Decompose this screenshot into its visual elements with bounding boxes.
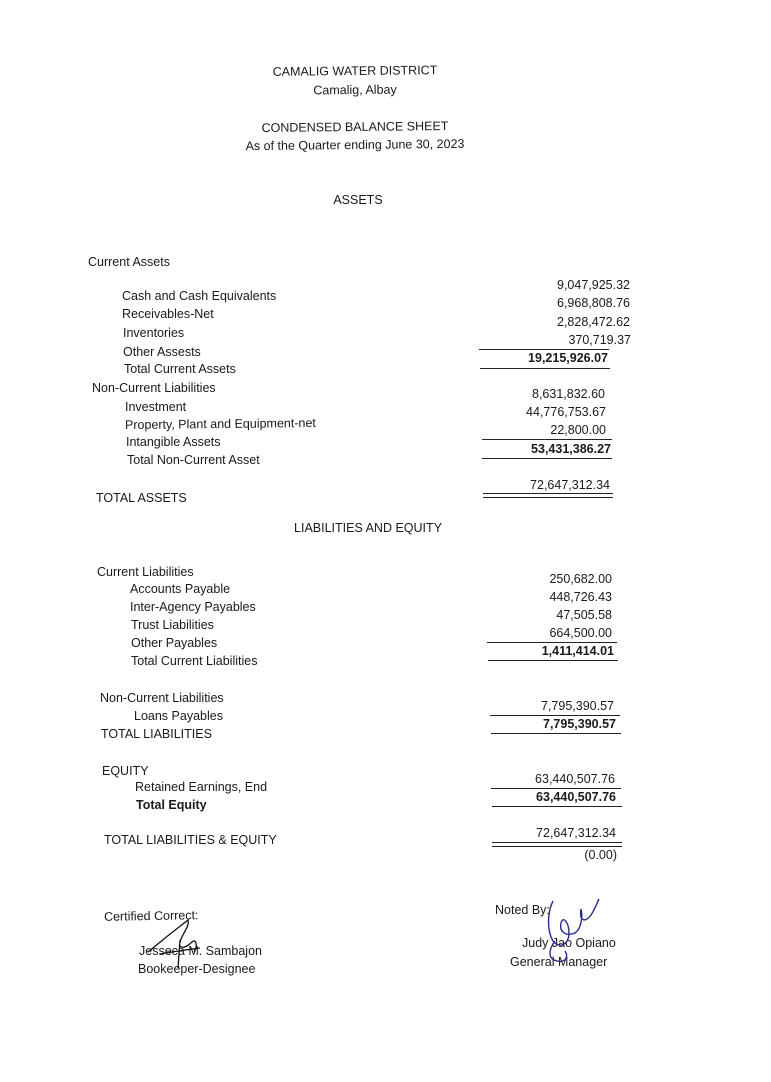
noted-position: General Manager xyxy=(510,955,608,969)
subtotal-rule xyxy=(490,715,620,716)
assets-heading: ASSETS xyxy=(333,193,383,207)
total-rule xyxy=(491,733,621,734)
receivables-label: Receivables-Net xyxy=(122,307,214,321)
certified-position: Bookeeper-Designee xyxy=(138,962,256,976)
inter-agency-value: 448,726.43 xyxy=(549,590,612,604)
difference-value: (0.00) xyxy=(584,848,617,862)
subtotal-rule xyxy=(482,439,612,440)
accounts-payable-value: 250,682.00 xyxy=(549,572,612,586)
total-liabilities-value: 7,795,390.57 xyxy=(543,717,616,731)
retained-earnings-label: Retained Earnings, End xyxy=(135,780,268,794)
noncurrent-assets-label: Non-Current Liabilities xyxy=(92,381,216,395)
total-current-assets-value: 19,215,926.07 xyxy=(528,351,608,365)
equity-label: EQUITY xyxy=(102,764,149,778)
total-liabilities-label: TOTAL LIABILITIES xyxy=(101,727,212,741)
trust-liabilities-label: Trust Liabilities xyxy=(131,618,214,632)
ppe-label: Property, Plant and Equipment-net xyxy=(124,416,316,432)
inter-agency-label: Inter-Agency Payables xyxy=(130,600,256,614)
liabilities-equity-heading: LIABILITIES AND EQUITY xyxy=(294,521,442,535)
ppe-value: 44,776,753.67 xyxy=(526,405,606,419)
accounts-payable-label: Accounts Payable xyxy=(130,582,231,596)
noted-name: Judy Jao Opiano xyxy=(522,936,616,950)
loans-payables-label: Loans Payables xyxy=(134,709,223,723)
total-current-liabilities-value: 1,411,414.01 xyxy=(541,644,614,658)
total-liabilities-equity-label: TOTAL LIABILITIES & EQUITY xyxy=(104,833,277,847)
subtotal-rule xyxy=(491,788,621,789)
other-assets-value: 370,719.37 xyxy=(568,333,631,347)
total-current-liabilities-label: Total Current Liabilities xyxy=(131,654,258,668)
investment-label: Investment xyxy=(125,400,187,414)
signature-sambajon-icon xyxy=(140,912,220,972)
total-current-assets-label: Total Current Assets xyxy=(124,362,236,376)
total-rule xyxy=(480,368,610,369)
inventories-label: Inventories xyxy=(123,326,185,340)
total-assets-value: 72,647,312.34 xyxy=(530,478,610,492)
other-payables-value: 664,500.00 xyxy=(549,626,612,640)
other-payables-label: Other Payables xyxy=(131,636,218,650)
subtotal-rule xyxy=(487,642,617,643)
total-rule xyxy=(488,660,618,661)
total-noncurrent-asset-label: Total Non-Current Asset xyxy=(127,453,260,467)
receivables-value: 6,968,808.76 xyxy=(557,296,630,310)
certified-name: Jesseca M. Sambajon xyxy=(139,944,262,958)
double-rule xyxy=(483,493,613,498)
statement-period: As of the Quarter ending June 30, 2023 xyxy=(245,136,465,154)
total-rule xyxy=(482,458,612,459)
other-assets-label: Other Assests xyxy=(123,345,201,359)
total-liabilities-equity-value: 72,647,312.34 xyxy=(536,826,616,840)
org-location: Camalig, Albay xyxy=(313,82,397,98)
total-rule xyxy=(492,806,622,807)
cash-value: 9,047,925.32 xyxy=(557,278,630,292)
org-name: CAMALIG WATER DISTRICT xyxy=(272,63,438,79)
total-equity-label: Total Equity xyxy=(136,798,207,812)
certified-caption: Certified Correct: xyxy=(103,908,199,924)
subtotal-rule xyxy=(479,349,609,350)
signature-opiano-icon xyxy=(535,893,615,973)
investment-value: 8,631,832.60 xyxy=(532,387,605,401)
current-assets-label: Current Assets xyxy=(88,255,170,269)
trust-liabilities-value: 47,505.58 xyxy=(556,608,612,622)
cash-label: Cash and Cash Equivalents xyxy=(122,289,277,303)
retained-earnings-value: 63,440,507.76 xyxy=(535,772,615,786)
inventories-value: 2,828,472.62 xyxy=(557,315,630,329)
total-noncurrent-asset-value: 53,431,386.27 xyxy=(531,442,611,456)
intangible-value: 22,800.00 xyxy=(550,423,606,437)
noted-caption: Noted By: xyxy=(495,903,550,917)
total-equity-value: 63,440,507.76 xyxy=(536,790,616,804)
current-liabilities-label: Current Liabilities xyxy=(97,565,194,579)
intangible-label: Intangible Assets xyxy=(126,435,221,449)
double-rule xyxy=(492,842,622,847)
noncurrent-liabilities-label: Non-Current Liabilities xyxy=(100,691,224,705)
loans-payables-value: 7,795,390.57 xyxy=(541,699,614,713)
statement-title: CONDENSED BALANCE SHEET xyxy=(261,119,449,135)
total-assets-label: TOTAL ASSETS xyxy=(96,491,187,505)
